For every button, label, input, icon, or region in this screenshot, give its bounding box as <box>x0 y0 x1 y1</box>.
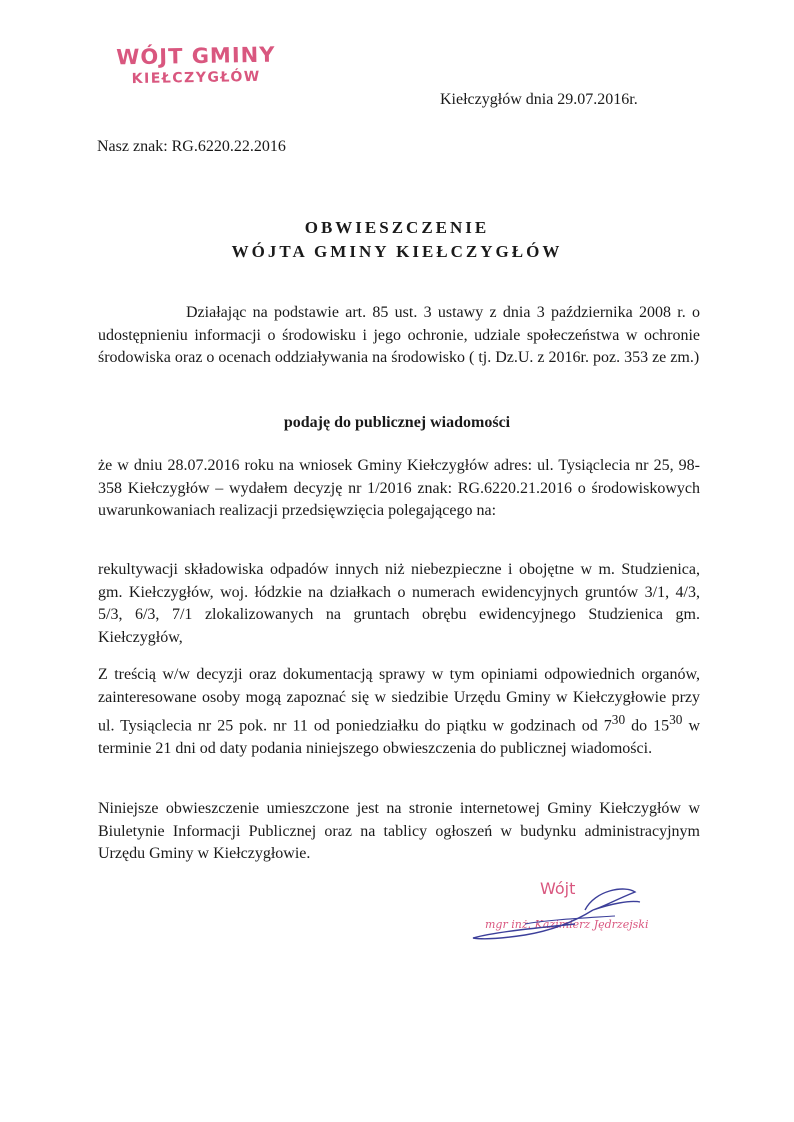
office-hours-start-minutes: 30 <box>611 712 626 727</box>
date-line: Kiełczygłów dnia 29.07.2016r. <box>440 91 638 108</box>
document-subtitle: WÓJTA GMINY KIEŁCZYGŁÓW <box>231 242 563 261</box>
stamp-line-2: KIEŁCZYGŁÓW <box>131 68 261 88</box>
office-hours-start: 7 <box>603 717 612 735</box>
access-info-deadline: w terminie 21 dni od daty podania niniejszego obwieszczenia do publicznej wiadomości. <box>98 717 701 757</box>
signature-title: Wójt <box>540 879 576 898</box>
office-stamp <box>96 42 297 87</box>
stamp-line-1: WÓJT GMINY <box>116 42 276 70</box>
reference-number: Nasz znak: RG.6220.22.2016 <box>97 138 286 155</box>
decision-paragraph: że w dniu 28.07.2016 roku na wniosek Gminy Kiełczygłów adres: ul. Tysiąclecia nr 25, 98-358 Kiełczygłów – wydałem decyzję nr 1/2016 znak: RG.6220.21.2016 o środowiskowych uwarunkowaniach realizacji przedsięwzięcia polegającego na: <box>98 457 700 519</box>
handwritten-signature <box>465 880 645 950</box>
announcement-heading: podaję do publicznej wiadomości <box>283 414 511 431</box>
publication-paragraph: Niniejsze obwieszczenie umieszczone jest na stronie internetowej Gminy Kiełczygłów w Biuletynie Informacji Publicznej oraz na tablicy ogłoszeń w budynku administracyjnym Urzędu Gminy w Kiełczygłowie. <box>98 800 700 862</box>
signatory-name: mgr inż. Kazimierz Jędrzejski <box>485 918 649 931</box>
legal-basis-paragraph: Działając na podstawie art. 85 ust. 3 ustawy z dnia 3 października 2008 r. o udostępnieniu informacji o środowisku i jego ochronie, udziale społeczeństwa w ochronie środowiska oraz o ocenach oddziaływania na środowisko ( tj. Dz.U. z 2016r. poz. 353 ze zm.) <box>98 304 700 366</box>
office-hours-end-minutes: 30 <box>669 712 683 727</box>
document-title: OBWIESZCZENIE <box>304 218 490 237</box>
project-description-paragraph: rekultywacji składowiska odpadów innych niż niebezpieczne i obojętne w m. Studzienica, gm. Kiełczygłów, woj. łódzkie na działkach o numerach ewidencyjnych gruntów 3/1, 4/3, 5/3, 6/3, 7/1 zlokalizowanych na gruntach obrębu ewidencyjnego Studzienica gm. Kiełczygłów, <box>98 561 700 646</box>
office-hours-to: do <box>625 717 654 735</box>
access-info-text: Z treścią w/w decyzji oraz dokumentacją sprawy w tym opiniami odpowiednich organów, zainteresowane osoby mogą zapoznać się w siedzibie Urzędu Gminy w Kiełczygłowie przy ul. Tysiąclecia nr 25 pok. nr 11 od poniedziałku do piątku w godzinach od <box>98 666 700 735</box>
office-hours-end: 15 <box>653 717 670 735</box>
access-info-paragraph <box>98 664 700 760</box>
